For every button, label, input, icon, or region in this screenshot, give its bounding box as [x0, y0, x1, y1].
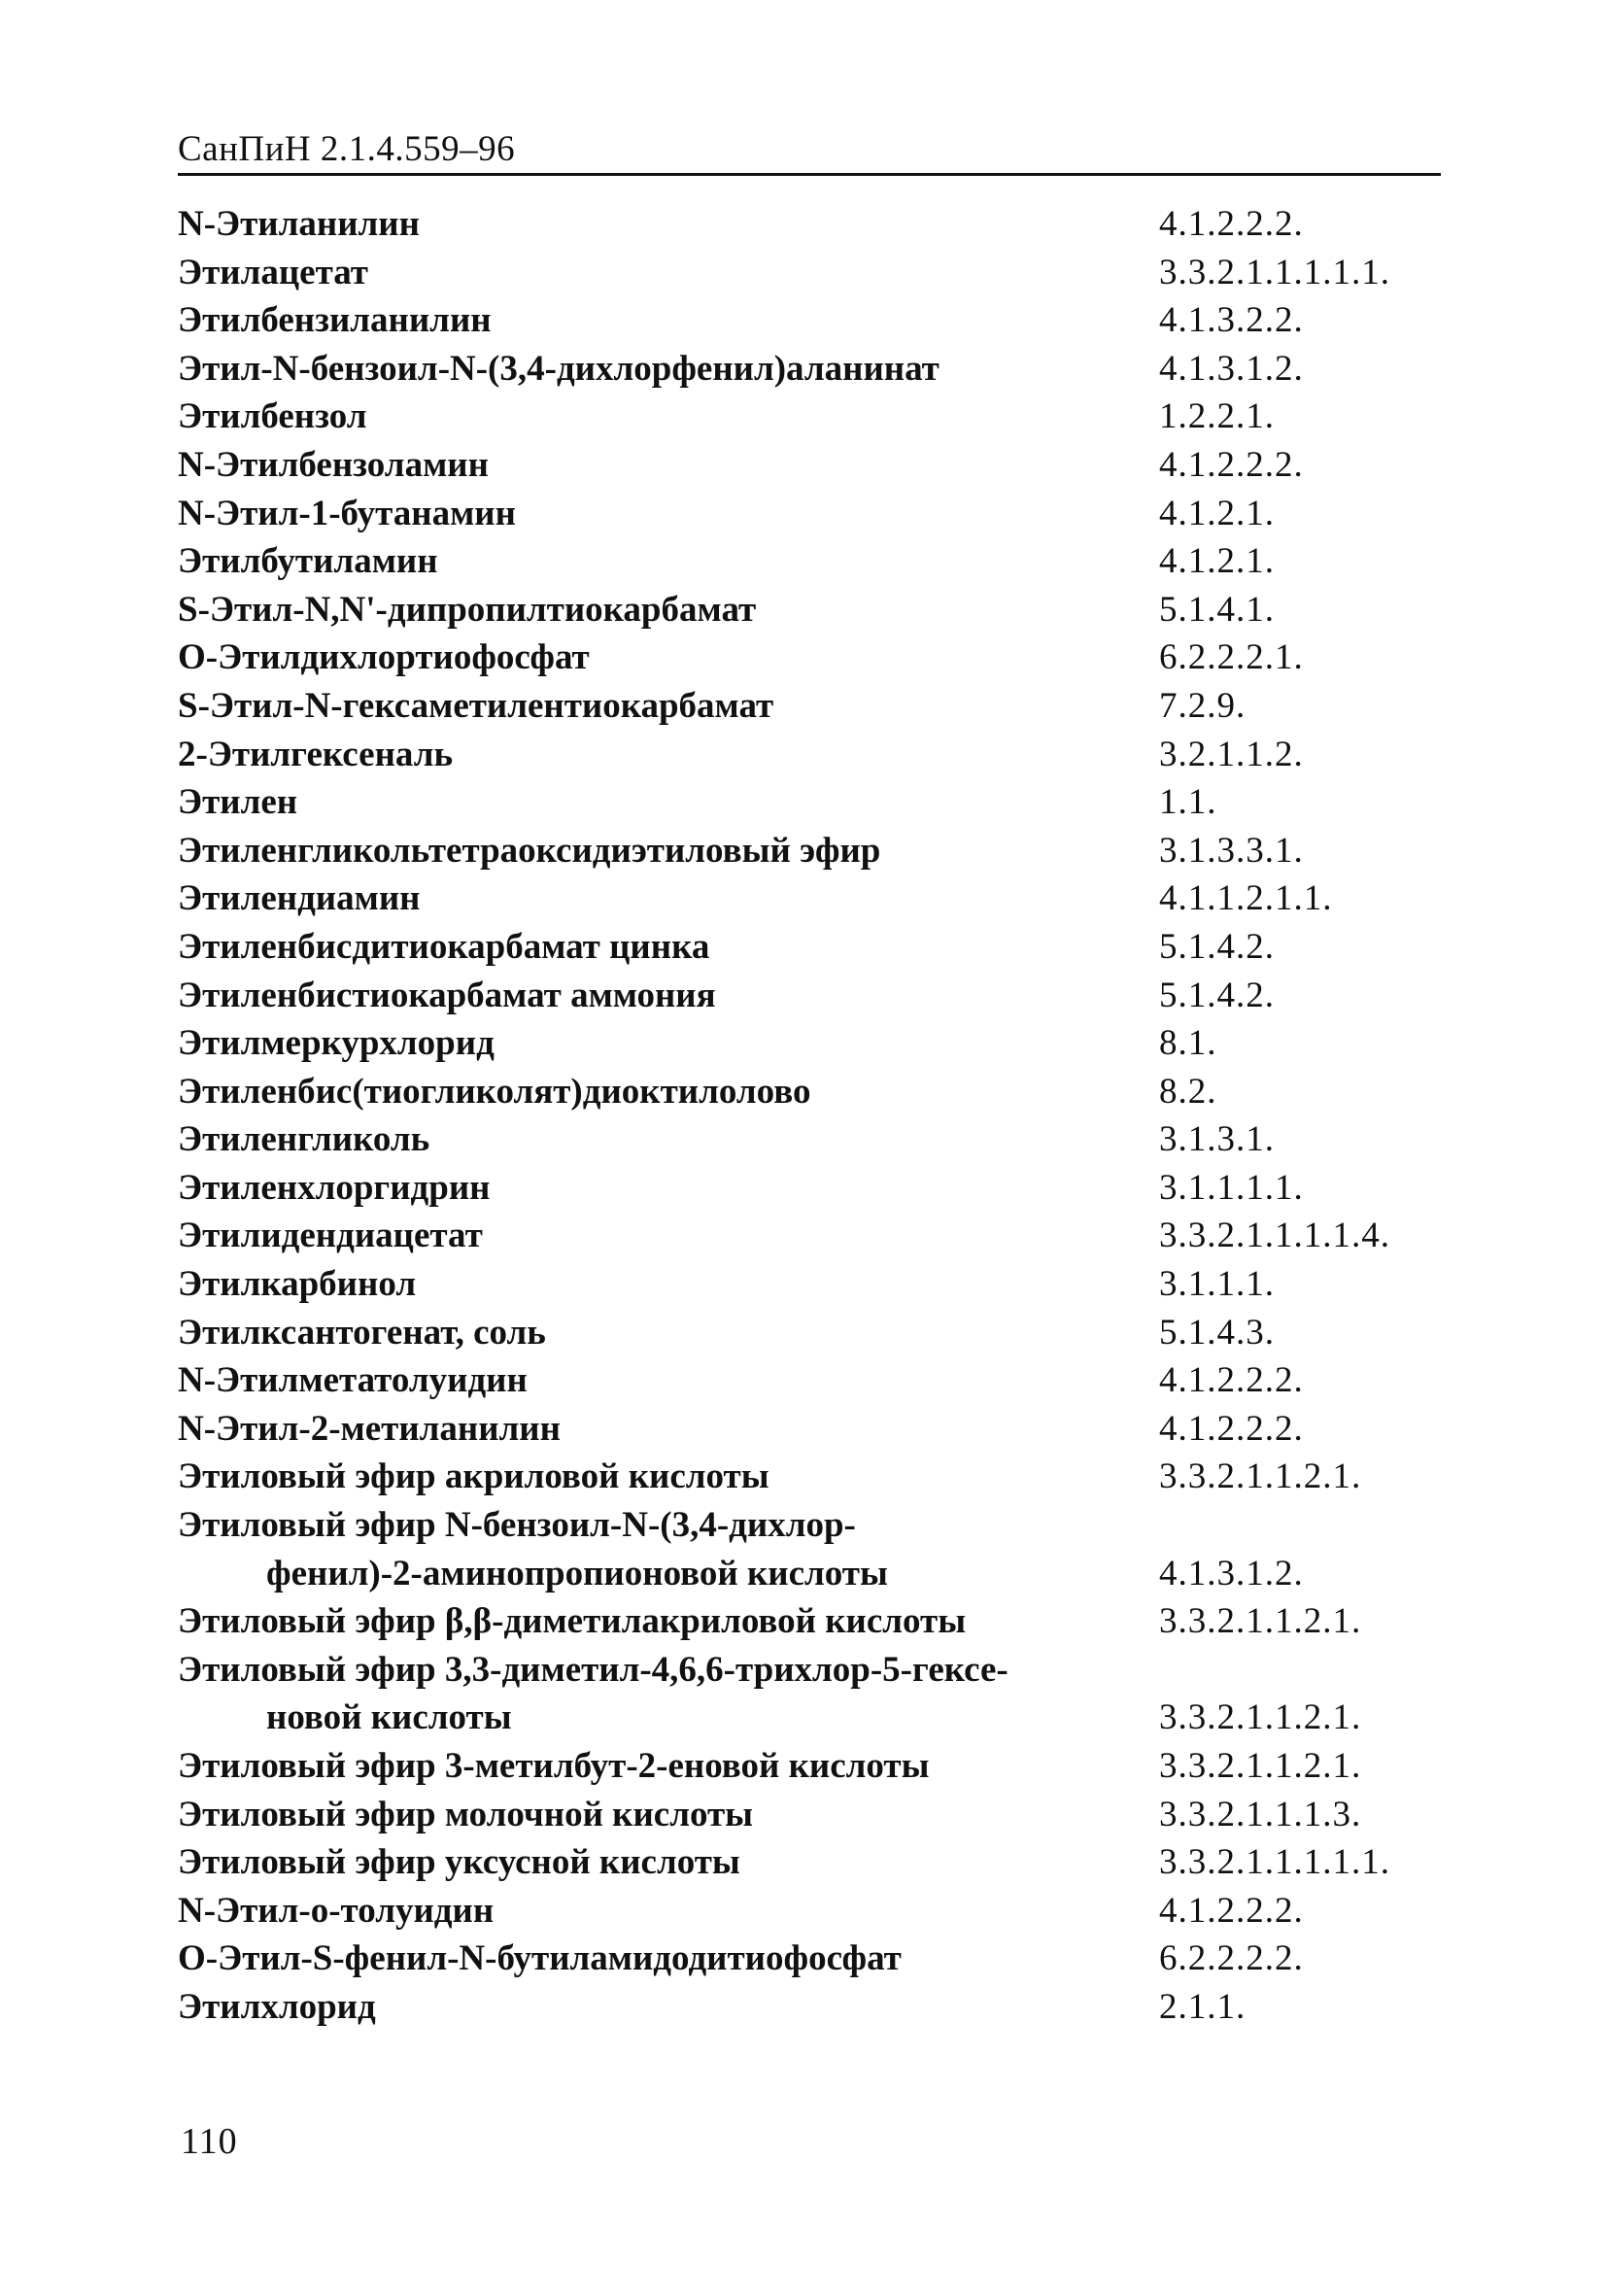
entry-name-text: Этиловый эфир молочной кислоты	[178, 1794, 754, 1834]
index-entry	[178, 1935, 1441, 1983]
index-entry	[178, 586, 1441, 634]
entry-section-ref: 5.1.4.2.	[1159, 975, 1275, 1015]
entry-name-continuation: фенил)-2-аминопропионовой кислоты	[266, 1553, 888, 1593]
entry-name-text: Этилацетат	[178, 252, 368, 292]
index-entry	[178, 1019, 1441, 1068]
entry-name-text: Этиловый эфир β,β-диметилакриловой кислоты	[178, 1601, 967, 1642]
entry-name	[178, 827, 1159, 875]
entry-name-text: N-Этилбензоламин	[178, 444, 489, 485]
index-entry	[178, 1983, 1441, 2032]
index-entry	[178, 1501, 1441, 1597]
entry-name-text: Этиленгликоль	[178, 1119, 430, 1160]
entry-section-ref: 4.1.1.2.1.1.	[1159, 878, 1333, 919]
index-entry	[178, 490, 1441, 538]
index-entry	[178, 682, 1441, 731]
entry-name	[178, 249, 1159, 297]
entry-section-ref: 4.1.2.2.2.	[1159, 444, 1304, 485]
entry-name-text: Этиловый эфир N-бензоил-N-(3,4-дихлор-	[178, 1505, 856, 1546]
entry-section-ref: 3.1.3.1.	[1159, 1119, 1275, 1160]
entry-name	[178, 200, 1159, 249]
entry-name	[178, 682, 1159, 731]
entry-name-text: Этиловый эфир акриловой кислоты	[178, 1456, 769, 1497]
entry-name-text: N-Этил-1-бутанамин	[178, 493, 516, 533]
index-entry	[178, 1597, 1441, 1646]
entry-name-text: Этиловый эфир уксусной кислоты	[178, 1842, 740, 1883]
entry-name-text: Этиленбистиокарбамат аммония	[178, 975, 716, 1015]
entry-section-ref: 4.1.2.1.	[1159, 493, 1275, 533]
entry-name-text: Этил-N-бензоил-N-(3,4-дихлорфенил)аланинат	[178, 348, 940, 389]
entry-name	[178, 345, 1159, 394]
entry-name-text: Этилен	[178, 782, 298, 823]
index-list	[178, 200, 1441, 2032]
entry-name	[178, 1115, 1159, 1164]
entry-name-text: Этилендиамин	[178, 878, 421, 919]
entry-name	[178, 1260, 1159, 1309]
entry-section-ref: 4.1.2.2.2.	[1159, 1360, 1304, 1401]
entry-name	[178, 778, 1159, 827]
entry-name	[178, 441, 1159, 490]
index-entry	[178, 1356, 1441, 1405]
entry-name-text: Этиленбис(тиогликолят)диоктилолово	[178, 1071, 811, 1112]
entry-name	[178, 1646, 1159, 1742]
entry-section-ref: 3.1.1.1.1.	[1159, 1167, 1304, 1208]
entry-name	[178, 296, 1159, 345]
index-entry	[178, 1212, 1441, 1260]
entry-name-continuation: новой кислоты	[266, 1697, 512, 1738]
entry-name	[178, 586, 1159, 634]
entry-name-text: N-Этил-о-толуидин	[178, 1890, 495, 1931]
index-entry	[178, 1791, 1441, 1839]
entry-name-text: Этилкарбинол	[178, 1264, 417, 1305]
entry-section-ref: 3.3.2.1.1.2.1.	[1159, 1697, 1362, 1738]
entry-section-ref: 6.2.2.2.2.	[1159, 1938, 1304, 1979]
entry-section-ref: 4.1.2.1.	[1159, 541, 1275, 582]
entry-name-text: Этилбутиламин	[178, 541, 438, 582]
index-entry	[178, 537, 1441, 586]
entry-name-text: О-Этилдихлортиофосфат	[178, 637, 590, 678]
entry-name	[178, 1405, 1159, 1454]
entry-name-text: Этиловый эфир 3-метилбут-2-еновой кислоты	[178, 1746, 930, 1786]
entry-section-ref: 2.1.1.	[1159, 1986, 1247, 2027]
entry-name-text: Этилбензол	[178, 396, 367, 437]
index-entry	[178, 972, 1441, 1020]
entry-name	[178, 731, 1159, 779]
entry-section-ref: 4.1.2.2.2.	[1159, 1408, 1304, 1449]
entry-name	[178, 1356, 1159, 1405]
index-entry	[178, 1405, 1441, 1454]
entry-section-ref: 6.2.2.2.1.	[1159, 637, 1304, 678]
entry-name-text: Этилхлорид	[178, 1986, 376, 2027]
entry-name	[178, 393, 1159, 441]
entry-name	[178, 1212, 1159, 1260]
entry-name	[178, 1453, 1159, 1501]
entry-section-ref: 5.1.4.1.	[1159, 589, 1275, 630]
entry-name-text: Этиленгликольтетраоксидиэтиловый эфир	[178, 830, 881, 871]
entry-name-text: N-Этилметатолуидин	[178, 1360, 528, 1401]
entry-section-ref: 3.3.2.1.1.1.1.4.	[1159, 1216, 1390, 1256]
entry-section-ref: 3.1.3.3.1.	[1159, 830, 1304, 871]
entry-section-ref: 1.1.	[1159, 782, 1217, 823]
index-entry	[178, 441, 1441, 490]
entry-name	[178, 1791, 1159, 1839]
entry-name-text: N-Этил-2-метиланилин	[178, 1408, 561, 1449]
entry-name	[178, 490, 1159, 538]
index-entry	[178, 827, 1441, 875]
index-entry	[178, 731, 1441, 779]
entry-name-text: Этиловый эфир 3,3-диметил-4,6,6-трихлор-5-гексе-	[178, 1649, 1008, 1690]
entry-section-ref: 4.1.2.2.2.	[1159, 204, 1304, 244]
index-entry	[178, 1068, 1441, 1116]
entry-section-ref: 3.1.1.1.	[1159, 1264, 1275, 1305]
entry-name-text: Этилидендиацетат	[178, 1216, 483, 1256]
entry-name	[178, 1838, 1159, 1887]
entry-name-text: Этилмеркурхлорид	[178, 1023, 495, 1064]
index-entry	[178, 1453, 1441, 1501]
entry-name-text: N-Этиланилин	[178, 204, 420, 244]
entry-name-text: Этилбензиланилин	[178, 300, 492, 341]
entry-name	[178, 874, 1159, 923]
entry-section-ref: 5.1.4.3.	[1159, 1312, 1275, 1353]
index-entry	[178, 249, 1441, 297]
index-entry	[178, 345, 1441, 394]
entry-section-ref: 1.2.2.1.	[1159, 396, 1275, 437]
index-entry	[178, 200, 1441, 249]
index-entry	[178, 923, 1441, 972]
entry-name-text: S-Этил-N,N'-дипропилтиокарбамат	[178, 589, 757, 630]
index-entry	[178, 1115, 1441, 1164]
entry-section-ref: 4.1.2.2.2.	[1159, 1890, 1304, 1931]
entry-name	[178, 1501, 1159, 1597]
entry-section-ref: 3.3.2.1.1.2.1.	[1159, 1601, 1362, 1642]
entry-name-text: S-Этил-N-гексаметилентиокарбамат	[178, 685, 774, 726]
entry-section-ref: 8.2.	[1159, 1071, 1217, 1112]
entry-section-ref: 8.1.	[1159, 1023, 1217, 1064]
entry-name	[178, 1019, 1159, 1068]
entry-section-ref: 3.2.1.1.2.	[1159, 734, 1304, 774]
entry-section-ref: 3.3.2.1.1.1.3.	[1159, 1794, 1362, 1834]
index-entry	[178, 1164, 1441, 1213]
page-number: 110	[181, 2121, 238, 2162]
entry-name-text: Этилксантогенат, соль	[178, 1312, 546, 1353]
entry-name	[178, 1068, 1159, 1116]
header-rule	[178, 173, 1441, 176]
entry-section-ref: 4.1.3.2.2.	[1159, 300, 1304, 341]
index-entry	[178, 393, 1441, 441]
running-head: СанПиН 2.1.4.559–96	[178, 129, 516, 169]
index-entry	[178, 1838, 1441, 1887]
entry-name-text: Этиленбисдитиокарбамат цинка	[178, 926, 710, 967]
entry-name	[178, 972, 1159, 1020]
entry-name	[178, 1983, 1159, 2032]
index-entry	[178, 778, 1441, 827]
index-entry	[178, 1646, 1441, 1742]
entry-section-ref: 3.3.2.1.1.2.1.	[1159, 1746, 1362, 1786]
entry-name	[178, 1597, 1159, 1646]
entry-section-ref: 4.1.3.1.2.	[1159, 1553, 1304, 1593]
entry-name	[178, 634, 1159, 682]
index-entry	[178, 634, 1441, 682]
entry-section-ref: 3.3.2.1.1.1.1.1.	[1159, 252, 1390, 292]
entry-section-ref: 3.3.2.1.1.1.1.1.	[1159, 1842, 1390, 1883]
entry-name-text: 2-Этилгексеналь	[178, 734, 454, 774]
entry-name-text: О-Этил-S-фенил-N-бутиламидодитиофосфат	[178, 1938, 902, 1979]
entry-section-ref: 3.3.2.1.1.2.1.	[1159, 1456, 1362, 1497]
index-entry	[178, 1309, 1441, 1357]
entry-name	[178, 537, 1159, 586]
entry-name	[178, 1742, 1159, 1791]
index-entry	[178, 1260, 1441, 1309]
entry-name	[178, 1935, 1159, 1983]
index-entry	[178, 1742, 1441, 1791]
index-entry	[178, 1887, 1441, 1936]
entry-name	[178, 1309, 1159, 1357]
entry-section-ref: 7.2.9.	[1159, 685, 1247, 726]
entry-section-ref: 4.1.3.1.2.	[1159, 348, 1304, 389]
entry-section-ref: 5.1.4.2.	[1159, 926, 1275, 967]
index-entry	[178, 874, 1441, 923]
entry-name	[178, 923, 1159, 972]
entry-name	[178, 1887, 1159, 1936]
index-entry	[178, 296, 1441, 345]
entry-name-text: Этиленхлоргидрин	[178, 1167, 491, 1208]
entry-name	[178, 1164, 1159, 1213]
